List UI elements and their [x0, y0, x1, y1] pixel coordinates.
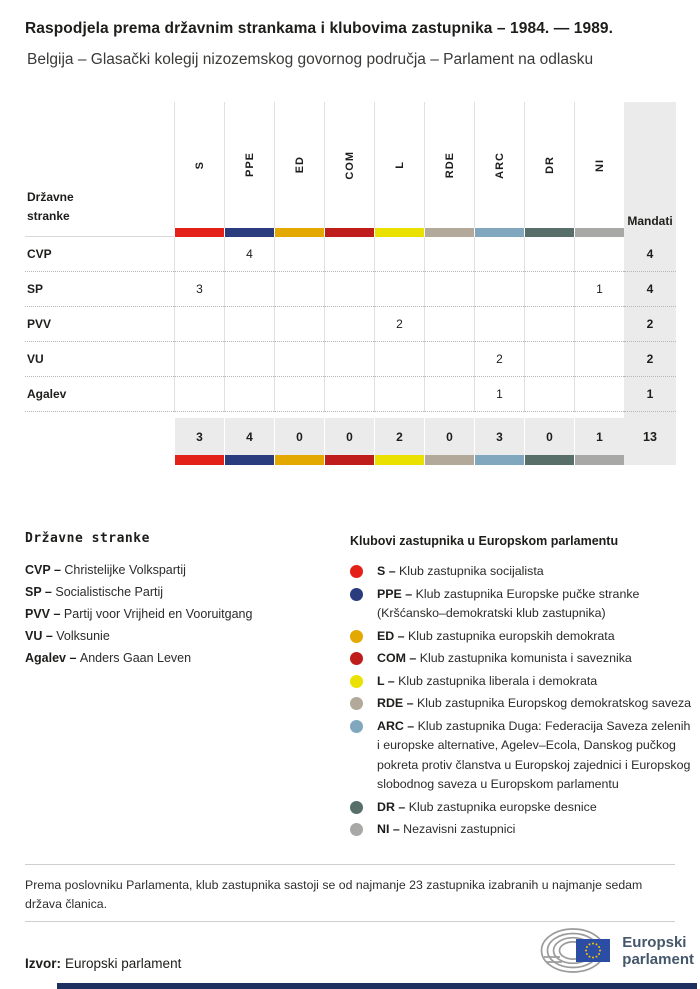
mandati-cell: 4 — [624, 237, 676, 272]
group-color-bar-bottom-RDE — [424, 455, 474, 465]
group-color-bar-L — [374, 228, 424, 237]
group-column-header-RDE — [424, 102, 474, 228]
group-color-bar-bottom-COM — [324, 455, 374, 465]
mandati-cell: 2 — [624, 307, 676, 342]
party-row-label: CVP — [25, 237, 174, 272]
seat-cell — [574, 342, 624, 377]
group-code-label: DR — [543, 156, 556, 174]
group-legend-text — [377, 649, 695, 669]
page-subtitle: Belgija – Glasački kolegij nizozemskog govornog područja – Parlament na odlasku — [27, 51, 594, 68]
party-code: CVP – — [25, 563, 65, 577]
source-value: Europski parlament — [65, 956, 182, 971]
bottom-accent-bar — [57, 983, 697, 989]
group-color-bar-bottom-ED — [274, 455, 324, 465]
column-total-cell: 3 — [174, 418, 224, 455]
group-code-label: COM — [343, 150, 356, 180]
seat-cell — [274, 237, 324, 272]
group-legend-item-ARC — [350, 717, 695, 795]
seat-cell — [274, 272, 324, 307]
seat-cell — [224, 272, 274, 307]
l-legend-dot-icon — [350, 675, 363, 688]
group-description: Klub zastupnika europske desnice — [408, 799, 597, 814]
seat-cell — [474, 307, 524, 342]
seat-cell — [224, 342, 274, 377]
group-column-header-NI — [574, 102, 624, 228]
group-description: Klub zastupnika europskih demokrata — [408, 628, 615, 643]
group-code: COM – — [377, 651, 420, 665]
group-column-header-ED — [274, 102, 324, 228]
group-legend-text — [377, 798, 695, 818]
column-total-cell: 0 — [424, 418, 474, 455]
party-code: PVV – — [25, 607, 64, 621]
seat-cell — [474, 237, 524, 272]
seat-distribution-table — [25, 102, 676, 465]
group-code: S – — [377, 564, 400, 578]
group-description: Nezavisni zastupnici — [403, 822, 516, 836]
seat-cell — [324, 342, 374, 377]
table-corner-label — [25, 102, 174, 237]
group-legend-item-COM — [350, 649, 695, 669]
group-legend-text — [377, 562, 695, 582]
seat-cell — [324, 307, 374, 342]
ni-legend-dot-icon — [350, 823, 363, 836]
group-color-bar-bottom-ARC — [474, 455, 524, 465]
mandati-column-fill-bottom — [624, 455, 676, 465]
group-color-bar-RDE — [424, 228, 474, 237]
group-legend-item-ED — [350, 627, 695, 647]
ep-logo-text — [622, 934, 694, 968]
group-legend-item-L — [350, 672, 695, 692]
party-legend-item-CVP — [25, 559, 340, 581]
group-legend-text — [377, 717, 695, 795]
group-legend-text — [377, 672, 695, 692]
footnote: Prema poslovniku Parlamenta, klub zastupnika sastoji se od najmanje 23 zastupnika izabranih u najmanje sedam država članica. — [25, 878, 643, 911]
group-description: Klub zastupnika Europske pučke stranke (Kršćansko–demokratski klub zastupnika) — [377, 586, 640, 620]
group-column-header-ARC — [474, 102, 524, 228]
column-total-cell: 1 — [574, 418, 624, 455]
seat-cell — [424, 342, 474, 377]
party-legend-item-VU — [25, 625, 340, 647]
group-color-bar-bottom-NI — [574, 455, 624, 465]
seat-cell — [174, 377, 224, 412]
party-name: Socialistische Partij — [55, 585, 164, 599]
s-legend-dot-icon — [350, 565, 363, 578]
group-description: Klub zastupnika Duga: Federacija Saveza zelenih i europske alternative, Agelev–Ecola, Danskog pučkog pokreta protiv članstva u Europskoj zajednici i Europskog slobodnog saveza u Europskom parlamentu — [377, 718, 691, 791]
group-legend-text — [377, 820, 695, 840]
seat-cell — [424, 377, 474, 412]
group-legend-item-RDE — [350, 694, 695, 714]
party-name: Anders Gaan Leven — [79, 651, 192, 665]
group-legend-text — [377, 694, 695, 714]
seat-cell — [324, 237, 374, 272]
seat-cell — [324, 272, 374, 307]
group-legend-item-DR — [350, 798, 695, 818]
group-column-header-COM — [324, 102, 374, 228]
seat-cell — [574, 307, 624, 342]
group-color-bar-ED — [274, 228, 324, 237]
group-column-header-L — [374, 102, 424, 228]
seat-cell — [424, 307, 474, 342]
seat-cell — [274, 377, 324, 412]
legend-political-groups — [350, 534, 695, 843]
party-row-label: SP — [25, 272, 174, 307]
legend-parties-heading: Državne stranke — [25, 531, 150, 546]
group-description: Klub zastupnika socijalista — [399, 564, 544, 578]
group-description: Klub zastupnika liberala i demokrata — [398, 673, 598, 688]
party-name: Partij voor Vrijheid en Vooruitgang — [63, 607, 253, 621]
seat-cell: 1 — [574, 272, 624, 307]
column-total-cell: 2 — [374, 418, 424, 455]
group-code-label: L — [393, 161, 406, 169]
group-color-bar-bottom-DR — [524, 455, 574, 465]
group-description: Klub zastupnika komunista i saveznika — [419, 651, 632, 665]
page-title: Raspodjela prema državnim strankama i klubovima zastupnika – 1984. — 1989. — [25, 20, 614, 37]
party-row-label: PVV — [25, 307, 174, 342]
seat-cell — [424, 272, 474, 307]
group-code: ED – — [377, 628, 408, 643]
corner-label-line1: Državne — [27, 190, 74, 204]
party-name: Christelijke Volkspartij — [64, 563, 186, 577]
group-legend-item-PPE — [350, 585, 695, 624]
ep-logo-text-line1: Europski — [622, 933, 687, 951]
arc-legend-dot-icon — [350, 720, 363, 733]
group-code: RDE – — [377, 696, 417, 710]
divider-top — [25, 864, 675, 865]
column-total-cell: 0 — [324, 418, 374, 455]
ppe-legend-dot-icon — [350, 588, 363, 601]
group-code: NI – — [377, 822, 404, 836]
party-code: Agalev – — [25, 651, 80, 665]
seat-cell — [574, 237, 624, 272]
seat-cell — [174, 342, 224, 377]
seat-cell — [524, 237, 574, 272]
group-legend-item-NI — [350, 820, 695, 840]
seat-cell — [174, 237, 224, 272]
group-column-header-S — [174, 102, 224, 228]
party-code: VU – — [25, 629, 57, 643]
column-total-cell: 3 — [474, 418, 524, 455]
seat-cell — [224, 307, 274, 342]
seat-cell — [374, 377, 424, 412]
seat-cell — [274, 342, 324, 377]
group-code-label: ED — [293, 156, 306, 174]
group-color-bar-PPE — [224, 228, 274, 237]
seat-cell: 2 — [374, 307, 424, 342]
divider-bottom — [25, 921, 675, 922]
seat-cell — [474, 272, 524, 307]
seat-cell: 1 — [474, 377, 524, 412]
seat-cell — [424, 237, 474, 272]
seat-cell — [224, 377, 274, 412]
group-code-label: ARC — [493, 151, 506, 179]
mandati-column-header: Mandati — [624, 102, 676, 237]
group-column-header-DR — [524, 102, 574, 228]
group-code-label: S — [193, 160, 206, 170]
seat-cell: 2 — [474, 342, 524, 377]
group-color-bar-NI — [574, 228, 624, 237]
group-code: PPE – — [377, 586, 416, 601]
group-code-label: PPE — [243, 152, 256, 178]
ep-logo — [540, 927, 694, 974]
source-label: Izvor: — [25, 956, 62, 971]
legend-national-parties — [25, 531, 340, 669]
group-legend-text — [377, 627, 695, 647]
mandati-cell: 4 — [624, 272, 676, 307]
column-total-cell: 4 — [224, 418, 274, 455]
group-color-bar-DR — [524, 228, 574, 237]
party-row-label: VU — [25, 342, 174, 377]
seat-cell — [324, 377, 374, 412]
party-row-label: Agalev — [25, 377, 174, 412]
legend-groups-items — [350, 562, 695, 840]
ep-logo-text-line2: parlament — [622, 950, 694, 968]
seat-cell — [374, 237, 424, 272]
party-legend-item-Agalev — [25, 647, 340, 669]
grand-total-cell: 13 — [624, 418, 676, 455]
column-total-cell: 0 — [524, 418, 574, 455]
seat-cell — [524, 272, 574, 307]
group-column-header-PPE — [224, 102, 274, 228]
ed-legend-dot-icon — [350, 630, 363, 643]
seat-cell: 3 — [174, 272, 224, 307]
party-code: SP – — [25, 585, 56, 599]
column-total-cell: 0 — [274, 418, 324, 455]
group-color-bar-S — [174, 228, 224, 237]
group-color-bar-ARC — [474, 228, 524, 237]
seat-cell — [174, 307, 224, 342]
rde-legend-dot-icon — [350, 697, 363, 710]
com-legend-dot-icon — [350, 652, 363, 665]
group-code-label: NI — [593, 158, 606, 172]
seat-cell — [574, 377, 624, 412]
seat-cell — [374, 342, 424, 377]
group-color-bar-COM — [324, 228, 374, 237]
group-code-label: RDE — [443, 151, 456, 179]
seat-cell — [524, 342, 574, 377]
group-color-bar-bottom-L — [374, 455, 424, 465]
dr-legend-dot-icon — [350, 801, 363, 814]
group-code: L – — [377, 673, 399, 688]
group-code: DR – — [377, 799, 409, 814]
seat-cell: 4 — [224, 237, 274, 272]
source-line — [25, 956, 181, 971]
ep-hemicycle-flag-icon — [540, 927, 614, 974]
group-color-bar-bottom-PPE — [224, 455, 274, 465]
legend-groups-heading: Klubovi zastupnika u Europskom parlamentu — [350, 534, 619, 548]
seat-cell — [524, 377, 574, 412]
party-name: Volksunie — [56, 629, 110, 643]
group-code: ARC – — [377, 718, 418, 733]
corner-label-line2: stranke — [27, 209, 70, 223]
group-legend-text — [377, 585, 695, 624]
seat-cell — [374, 272, 424, 307]
seat-cell — [274, 307, 324, 342]
seat-cell — [524, 307, 574, 342]
legend-parties-items — [25, 559, 340, 669]
mandati-cell: 1 — [624, 377, 676, 412]
mandati-cell: 2 — [624, 342, 676, 377]
party-legend-item-SP — [25, 581, 340, 603]
group-color-bar-bottom-S — [174, 455, 224, 465]
party-legend-item-PVV — [25, 603, 340, 625]
group-legend-item-S — [350, 562, 695, 582]
group-description: Klub zastupnika Europskog demokratskog saveza — [416, 696, 692, 710]
